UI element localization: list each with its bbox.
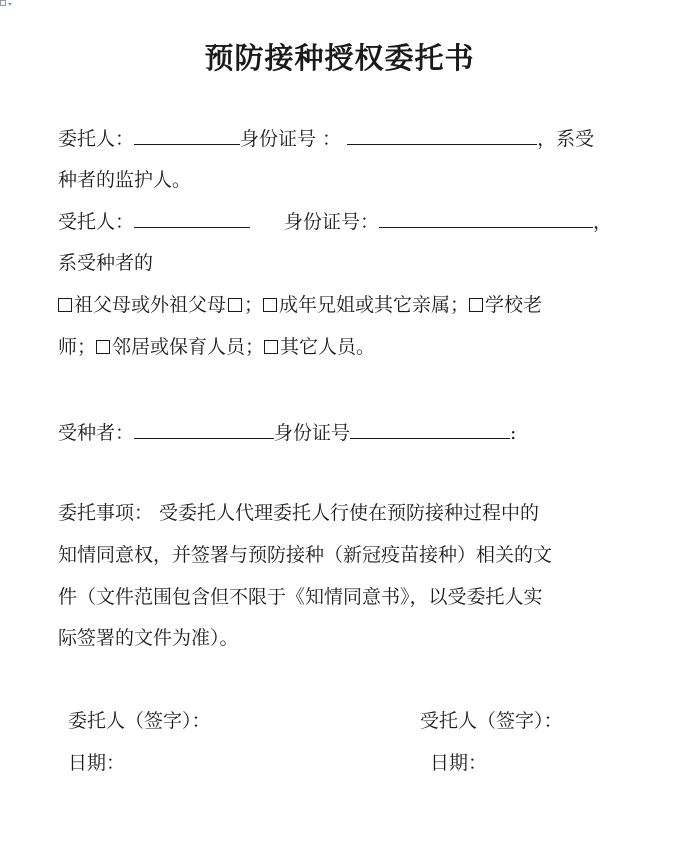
- agent-relation-line: 系受种者的: [58, 252, 154, 274]
- option-teacher-label: 学校老: [485, 294, 543, 316]
- agent-name-blank[interactable]: [134, 207, 250, 228]
- option-grandparents-label: 祖父母或外祖父母: [74, 294, 227, 316]
- relation-options-line-1: [58, 292, 542, 318]
- principal-relation-line: 种者的监护人。: [58, 169, 192, 191]
- agent-date-label: 日期：: [430, 752, 488, 774]
- option-grandparents-checkbox[interactable]: [58, 298, 72, 312]
- agent-signature-label: 受托人（签字）：: [420, 710, 563, 732]
- option-teacher-label-cont: 师；: [58, 336, 97, 358]
- matters-line-4: 际签署的文件为准）。: [58, 627, 239, 649]
- relation-options-line-2: [58, 334, 375, 360]
- recipient-label: 受种者：: [58, 422, 135, 444]
- matters-line-3: 件（文件范围包含但不限于《知情同意书》，以受委托人实: [58, 586, 543, 608]
- recipient-line: [58, 418, 516, 444]
- corner-marker-icon: [0, 0, 14, 10]
- principal-relation-tail: ，系受: [537, 128, 595, 150]
- agent-line: [58, 207, 612, 233]
- option-siblings-checkbox[interactable]: [263, 298, 277, 312]
- principal-name-blank[interactable]: [134, 124, 240, 145]
- recipient-id-label: 身份证号: [274, 422, 351, 444]
- option-separator: ；: [244, 294, 264, 316]
- agent-comma: ，: [593, 211, 613, 233]
- option-other-checkbox[interactable]: [264, 340, 278, 354]
- option-extra-checkbox[interactable]: [228, 298, 242, 312]
- recipient-id-blank[interactable]: [350, 418, 510, 439]
- principal-signature-label: 委托人（签字）：: [68, 710, 211, 732]
- option-neighbor-checkbox[interactable]: [96, 340, 110, 354]
- option-teacher-checkbox[interactable]: [469, 298, 483, 312]
- principal-id-blank[interactable]: [347, 124, 537, 145]
- principal-id-label: 身份证号 ：: [240, 128, 342, 150]
- option-other-label: 其它人员。: [280, 336, 376, 358]
- matters-line-1: 委托事项： 受委托人代理委托人行使在预防接种过程中的: [58, 502, 540, 524]
- option-siblings-label: 成年兄姐或其它亲属；: [279, 294, 470, 316]
- document-title: 预防接种授权委托书: [204, 41, 475, 75]
- agent-label: 受托人：: [58, 211, 135, 233]
- principal-label: 委托人：: [58, 128, 135, 150]
- agent-id-label: 身份证号：: [284, 211, 380, 233]
- principal-date-label: 日期：: [68, 752, 126, 774]
- recipient-colon: :: [510, 422, 517, 444]
- option-neighbor-label: 邻居或保育人员；: [112, 336, 265, 358]
- matters-line-2: 知情同意权，并签署与预防接种（新冠疫苗接种）相关的文: [58, 544, 553, 566]
- principal-line: [58, 124, 594, 150]
- recipient-name-blank[interactable]: [134, 418, 274, 439]
- agent-id-blank[interactable]: [379, 207, 593, 228]
